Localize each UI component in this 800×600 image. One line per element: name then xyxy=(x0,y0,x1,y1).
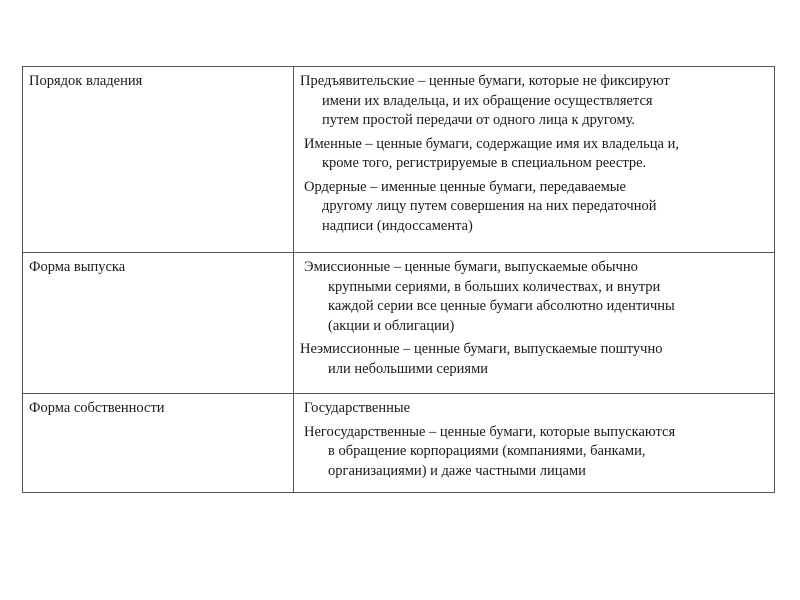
criterion-label: Форма собственности xyxy=(29,400,165,416)
entry-text-line: кроме того, регистрируемые в специальном реестре. xyxy=(322,155,647,171)
entry-text-line: Ордерные – именные ценные бумаги, передаваемые xyxy=(304,178,626,195)
table-row xyxy=(23,67,775,253)
entry-text-line: в обращение корпорациями (компаниями, банками, xyxy=(328,443,646,459)
criterion-label: Форма выпуска xyxy=(29,259,126,275)
types-cell xyxy=(294,67,775,253)
list-item xyxy=(300,178,766,237)
entry-text-line: имени их владельца, и их обращение осуществляется xyxy=(322,92,653,109)
entry-text-line: организациями) и даже частными лицами xyxy=(328,462,586,479)
entry-text-line: крупными сериями, в больших количествах, и внутри xyxy=(328,278,661,295)
list-item xyxy=(300,423,766,482)
entry-text-line: другому лицу путем совершения на них передаточной xyxy=(322,198,657,214)
securities-classification-table xyxy=(22,66,775,493)
list-item xyxy=(300,340,766,379)
entry-text-line: надписи (индоссамента) xyxy=(322,217,473,234)
entry-text-line: Неэмиссионные – ценные бумаги, выпускаемые поштучно xyxy=(300,341,663,357)
entry-text-line: Предъявительские – ценные бумаги, которые не фиксируют xyxy=(300,73,670,89)
criterion-cell xyxy=(23,394,294,493)
list-item xyxy=(300,72,766,131)
types-cell xyxy=(294,394,775,493)
entry-text-line: Негосударственные – ценные бумаги, которые выпускаются xyxy=(304,423,676,440)
entry-text-line: (акции и облигации) xyxy=(328,317,455,334)
list-item xyxy=(300,135,766,174)
entry-text-line: каждой серии все ценные бумаги абсолютно идентичны xyxy=(328,298,675,314)
types-cell xyxy=(294,253,775,394)
criterion-cell xyxy=(23,253,294,394)
criterion-label: Порядок владения xyxy=(29,73,143,89)
entry-text-line: путем простой передачи от одного лица к другому. xyxy=(322,112,636,128)
entry-text-line: Государственные xyxy=(304,400,411,416)
entry-text-line: или небольшими сериями xyxy=(328,360,489,377)
criterion-cell xyxy=(23,67,294,253)
list-item xyxy=(300,258,766,336)
table-row xyxy=(23,394,775,493)
table-row xyxy=(23,253,775,394)
list-item xyxy=(300,399,766,419)
entry-text-line: Именные – ценные бумаги, содержащие имя их владельца и, xyxy=(304,135,679,152)
entry-text-line: Эмиссионные – ценные бумаги, выпускаемые обычно xyxy=(304,259,638,275)
